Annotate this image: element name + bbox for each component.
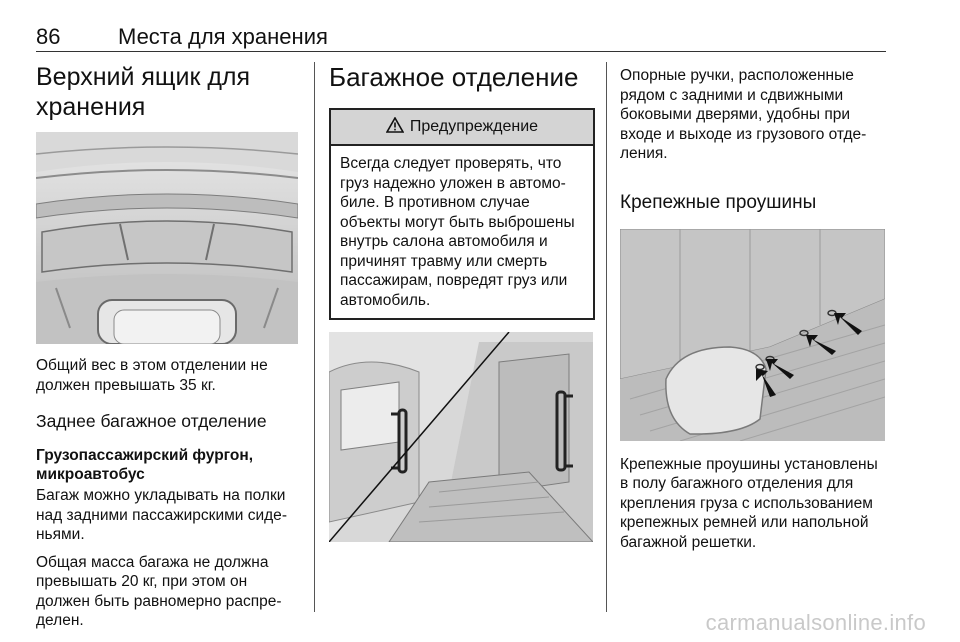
storage-box-title: Верхний ящик для хранения	[36, 63, 251, 121]
section-title: Места для хранения	[118, 24, 328, 49]
warning-title: Предупреждение	[409, 118, 539, 135]
vehicle-types-heading: Грузопассажирский фургон, микроавтобус	[36, 447, 254, 483]
warning-box	[329, 108, 595, 320]
column-middle	[329, 62, 593, 542]
column-left	[36, 62, 300, 631]
page-header	[36, 22, 886, 50]
cargo-compartment-title: Багажное отделение	[329, 62, 579, 92]
watermark: carmanualsonline.info	[705, 610, 926, 635]
rear-weight-text: Общая масса багажа не должна превышать 20 кг, при этом он должен быть равномерно распределен.	[36, 553, 282, 629]
cargo-interior-illustration	[329, 332, 593, 542]
rear-storage-title: Заднее багажное отделение	[36, 411, 267, 431]
warning-text: Всегда следует проверять, что груз надежно уложен в автомобиле. В противном случае объекты могут быть выброшены внутрь салона автомобиля и причинят травму или смерть пассажирам, повредят груз или автомобиль.	[340, 155, 575, 309]
grab-handles-text: Опорные ручки, расположенные рядом с задними и сдвижными боковыми дверями, удобны при входе и выходе из грузового отделения.	[620, 67, 867, 162]
warning-header	[331, 110, 593, 146]
column-right	[620, 62, 886, 552]
column-divider-1	[314, 62, 315, 612]
page-number: 86	[36, 24, 61, 49]
column-divider-2	[606, 62, 607, 612]
tie-down-title: Крепежные проушины	[620, 191, 817, 213]
rear-shelf-text: Багаж можно укладывать на полки над задними пассажирскими сиденьями.	[36, 487, 287, 543]
header-rule	[36, 51, 886, 52]
tie-down-illustration	[620, 229, 885, 441]
tie-down-text: Крепежные проушины установлены в полу багажного отделения для крепления груза с использованием крепежных ремней или напольной багажной решетки.	[620, 455, 878, 551]
weight-note: Общий вес в этом отделении не должен превышать 35 кг.	[36, 357, 268, 394]
overhead-storage-illustration	[36, 132, 298, 344]
warning-triangle-icon	[386, 117, 404, 138]
